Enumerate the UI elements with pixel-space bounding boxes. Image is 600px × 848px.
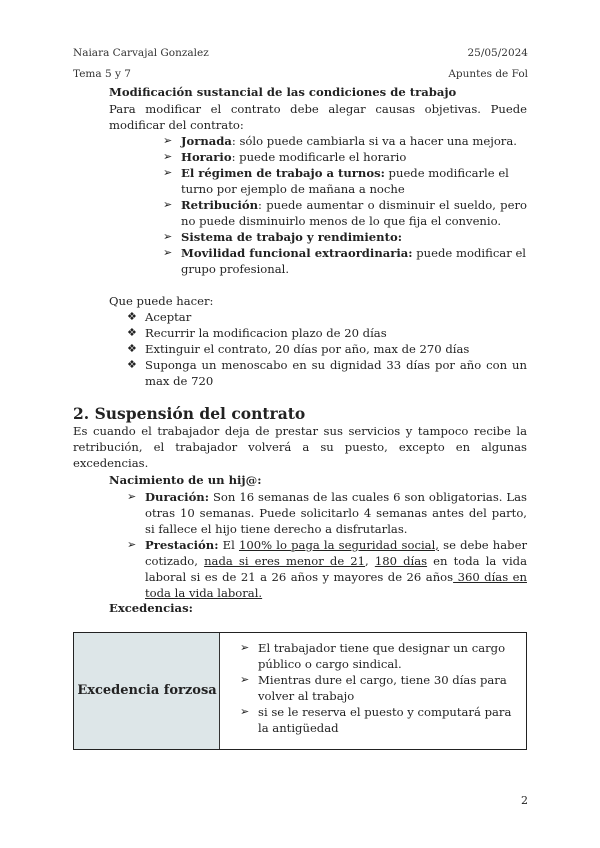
excedencia-label: Excedencia forzosa bbox=[77, 683, 217, 698]
list-item: El trabajador tiene que designar un cargo público o cargo sindical. bbox=[258, 641, 506, 671]
page-number: 2 bbox=[521, 794, 528, 807]
arrow-bullet-icon: ➢ bbox=[240, 705, 250, 718]
arrow-bullet-icon: ➢ bbox=[163, 166, 173, 179]
header-topic: Tema 5 y 7 bbox=[73, 68, 131, 80]
arrow-bullet-icon: ➢ bbox=[163, 150, 173, 163]
arrow-bullet-icon: ➢ bbox=[163, 246, 173, 259]
arrow-bullet-icon: ➢ bbox=[127, 538, 137, 551]
list-item: Recurrir la modificacion plazo de 20 días bbox=[145, 326, 387, 340]
arrow-bullet-icon: ➢ bbox=[127, 490, 137, 503]
list-item: Horario: puede modificarle el horario bbox=[181, 150, 407, 164]
section-heading: 2. Suspensión del contrato bbox=[73, 404, 306, 423]
list-item: Movilidad funcional extraordinaria: puede modificar el grupo profesional. bbox=[181, 246, 527, 276]
suspension-intro: Es cuando el trabajador deja de prestar sus servicios y tampoco recibe la retribución, el trabajador volverá a su puesto, excepto en algunas excedencias. bbox=[73, 424, 527, 470]
arrow-bullet-icon: ➢ bbox=[163, 230, 173, 243]
arrow-bullet-icon: ➢ bbox=[163, 134, 173, 147]
list-item: El régimen de trabajo a turnos: puede modificarle el turno por ejemplo de mañana a noche bbox=[181, 166, 509, 196]
diamond-bullet-icon: ❖ bbox=[127, 326, 137, 339]
list-item: Jornada: sólo puede cambiarla si va a hacer una mejora. bbox=[181, 134, 517, 148]
que-puede-hacer-label: Que puede hacer: bbox=[109, 294, 214, 308]
excedencias-title: Excedencias: bbox=[109, 601, 193, 615]
arrow-bullet-icon: ➢ bbox=[240, 673, 250, 686]
arrow-bullet-icon: ➢ bbox=[240, 641, 250, 654]
list-item: Sistema de trabajo y rendimiento: bbox=[181, 230, 402, 244]
arrow-bullet-icon: ➢ bbox=[163, 198, 173, 211]
diamond-bullet-icon: ❖ bbox=[127, 310, 137, 323]
prestacion-item: Prestación: El 100% lo paga la seguridad social, se debe haber cotizado, nada si eres menor de 21, 180 días en toda la vida laboral si es de 21 a 26 años y mayores de 26 años 360 días en toda la vida laboral. bbox=[145, 538, 528, 600]
list-item: Aceptar bbox=[145, 310, 192, 324]
modificacion-intro: Para modificar el contrato debe alegar causas objetivas. Puede modificar del contrato: bbox=[109, 102, 527, 132]
list-item: Extinguir el contrato, 20 días por año, max de 270 días bbox=[145, 342, 470, 356]
header-date: 25/05/2024 bbox=[467, 47, 528, 59]
excedencia-table bbox=[73, 632, 527, 750]
list-item: Suponga un menoscabo en su dignidad 33 días por año con un max de 720 bbox=[145, 358, 527, 388]
list-item: si se le reserva el puesto y computará para la antigüedad bbox=[258, 705, 512, 735]
header-course: Apuntes de Fol bbox=[448, 68, 528, 80]
header-author: Naiara Carvajal Gonzalez bbox=[73, 47, 209, 59]
excedencia-label-cell bbox=[74, 633, 220, 749]
list-item: Retribución: puede aumentar o disminuir el sueldo, pero no puede disminuirlo menos de lo que fija el convenio. bbox=[181, 198, 527, 228]
list-item: Mientras dure el cargo, tiene 30 días para volver al trabajo bbox=[258, 673, 507, 703]
modificacion-title: Modificación sustancial de las condiciones de trabajo bbox=[109, 85, 457, 99]
nacimiento-title: Nacimiento de un hij@: bbox=[109, 473, 262, 487]
diamond-bullet-icon: ❖ bbox=[127, 358, 137, 371]
duracion-item: Duración: Son 16 semanas de las cuales 6 son obligatorias. Las otras 10 semanas. Puede solicitarlo 4 semanas antes del parto, si fallece el hijo tiene derecho a disfrutarlas. bbox=[145, 490, 527, 536]
diamond-bullet-icon: ❖ bbox=[127, 342, 137, 355]
